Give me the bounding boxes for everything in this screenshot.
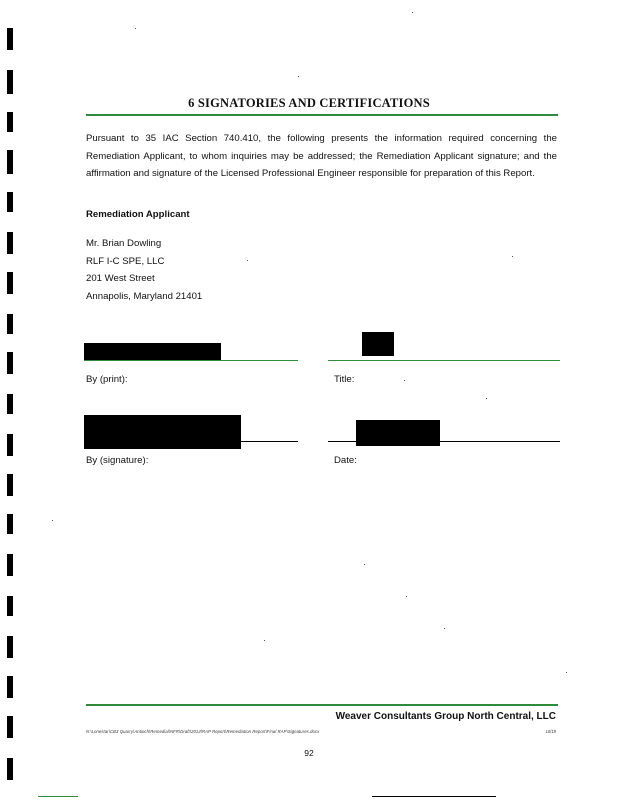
- binder-hole: [7, 272, 13, 294]
- date-label: Date:: [334, 455, 357, 466]
- print-name-line: [84, 360, 298, 361]
- section-title: 6 SIGNATORIES AND CERTIFICATIONS: [188, 96, 430, 110]
- scan-speck: [247, 260, 248, 261]
- scan-mark-left: [38, 796, 78, 797]
- applicant-street: 201 West Street: [86, 273, 155, 284]
- binder-hole: [7, 514, 13, 534]
- footer-page-ref: 10/19: [545, 729, 556, 734]
- redacted-print-name: [84, 343, 221, 360]
- binder-hole: [7, 192, 13, 212]
- title-line: [328, 360, 560, 361]
- binder-hole: [7, 758, 13, 780]
- scan-speck: [444, 628, 445, 629]
- footer-rule: [86, 704, 558, 706]
- scan-speck: [52, 520, 53, 521]
- binder-hole: [7, 232, 13, 254]
- scan-speck: [404, 380, 405, 381]
- applicant-company: RLF I-C SPE, LLC: [86, 256, 165, 267]
- binder-hole: [7, 474, 13, 496]
- signature-line: [84, 441, 298, 442]
- binder-hole: [7, 150, 13, 174]
- scan-speck: [406, 596, 407, 597]
- binder-hole: [7, 716, 13, 738]
- scan-speck: [486, 398, 487, 399]
- binder-hole: [7, 352, 13, 374]
- redacted-title: [362, 332, 394, 356]
- binder-hole: [7, 554, 13, 576]
- binder-hole: [7, 434, 13, 456]
- applicant-heading: Remediation Applicant: [86, 209, 190, 220]
- title-rule: [86, 114, 558, 116]
- scan-speck: [135, 28, 136, 29]
- scan-speck: [364, 564, 365, 565]
- binder-hole: [7, 28, 13, 50]
- binder-hole: [7, 636, 13, 658]
- applicant-name: Mr. Brian Dowling: [86, 238, 162, 249]
- binder-hole: [7, 394, 13, 414]
- scan-speck: [264, 640, 265, 641]
- binder-hole: [7, 112, 13, 132]
- by-print-label: By (print):: [86, 374, 128, 385]
- binder-hole: [7, 676, 13, 698]
- scan-speck: [412, 12, 413, 13]
- scan-speck: [512, 256, 513, 257]
- binder-hole: [7, 596, 13, 616]
- redacted-date: [356, 420, 440, 446]
- redacted-signature: [84, 415, 241, 449]
- title-label: Title:: [334, 374, 355, 385]
- by-signature-label: By (signature):: [86, 455, 149, 466]
- binder-hole: [7, 70, 13, 94]
- footer-company: Weaver Consultants Group North Central, LLC: [335, 711, 556, 722]
- page-number: 92: [304, 748, 314, 758]
- date-line: [328, 441, 560, 442]
- intro-paragraph: Pursuant to 35 IAC Section 740.410, the following presents the information required concerning the Remediation Applicant, to whom inquiries may be addressed; the Remediation Applicant signature; and the affirmation and signature of the Licensed Professional Engineer responsible for preparation of this Report.: [86, 133, 557, 180]
- footer-file-path: N:\Lonestar\CB3 Quarry\Antioch\Remedial\NFR\Draft\2014\RAP Report\Remediation Report\Final RAP\Signatures.docx: [86, 729, 320, 734]
- applicant-city: Annapolis, Maryland 21401: [86, 291, 203, 302]
- binder-hole: [7, 314, 13, 334]
- scan-speck: [298, 76, 299, 77]
- scan-mark-right: [372, 796, 496, 797]
- scan-speck: [566, 672, 567, 673]
